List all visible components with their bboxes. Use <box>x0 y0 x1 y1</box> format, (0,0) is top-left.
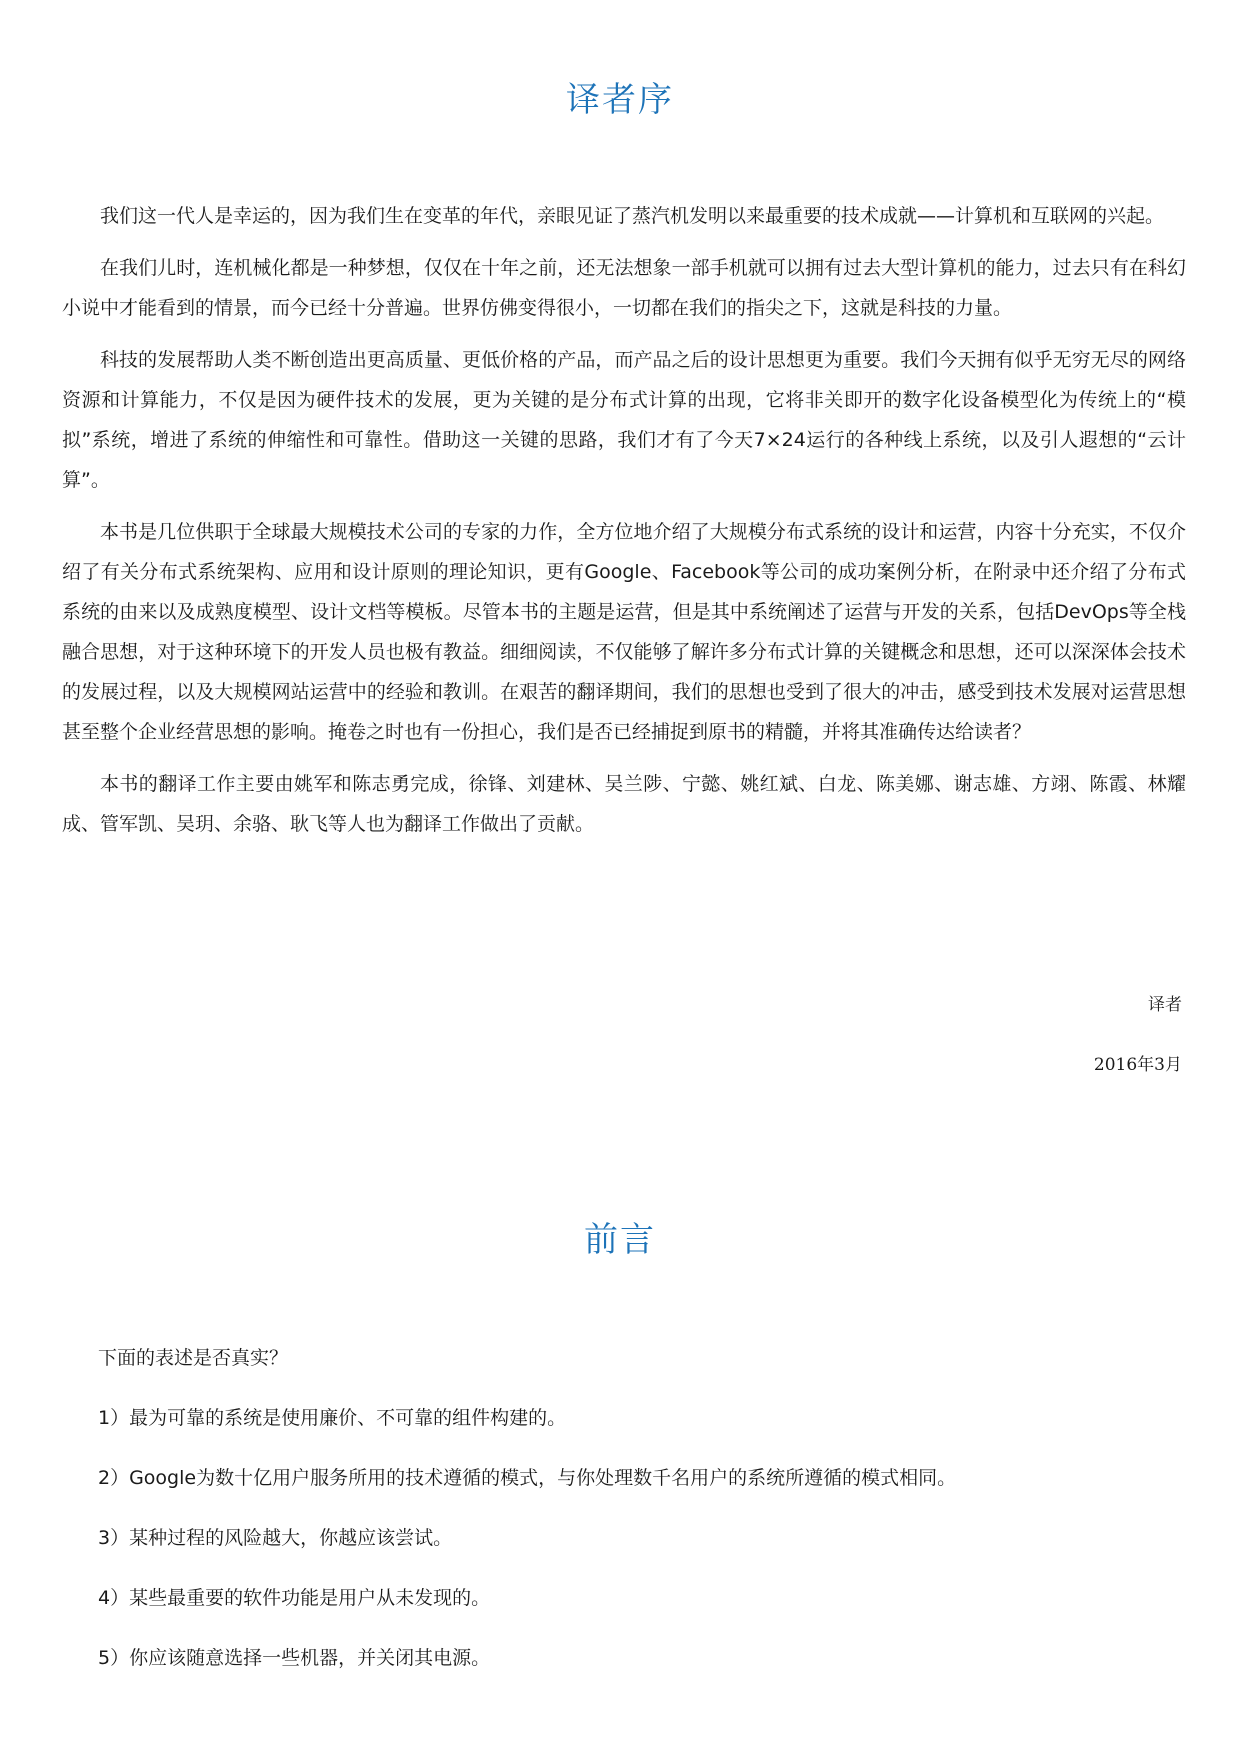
foreword-title: 前言 <box>584 1220 656 1260</box>
preface-paragraph-2: 在我们儿时，连机械化都是一种梦想，仅仅在十年之前，还无法想象一部手机就可以拥有过去大型计算机的能力，过去只有在科幻小说中才能看到的情景，而今已经十分普遍。世界仿佛变得很小，一切都在我们的指尖之下，这就是科技的力量。 <box>62 257 1186 319</box>
preface-paragraph-3: 科技的发展帮助人类不断创造出更高质量、更低价格的产品，而产品之后的设计思想更为重要。我们今天拥有似乎无穷无尽的网络资源和计算能力，不仅是因为硬件技术的发展，更为关键的是分布式计算的出现，它将非关即开的数字化设备模型化为传统上的“模拟”系统，增进了系统的伸缩性和可靠性。借助这一关键的思路，我们才有了今天7×24运行的各种线上系统，以及引人遐想的“云计算”。 <box>62 349 1186 491</box>
preface-date: 2016年3月 <box>1093 1055 1182 1075</box>
foreword-statement-5: 5）你应该随意选择一些机器，并关闭其电源。 <box>98 1647 491 1669</box>
preface-body <box>62 196 1186 856</box>
foreword-statement-1: 1）最为可靠的系统是使用廉价、不可靠的组件构建的。 <box>98 1407 567 1429</box>
foreword-body <box>98 1338 1178 1698</box>
preface-paragraph-1: 我们这一代人是幸运的，因为我们生在变革的年代，亲眼见证了蒸汽机发明以来最重要的技术成就——计算机和互联网的兴起。 <box>100 205 1165 227</box>
foreword-statement-3: 3）某种过程的风险越大，你越应该尝试。 <box>98 1527 453 1549</box>
foreword-statement-4: 4）某些最重要的软件功能是用户从未发现的。 <box>98 1587 491 1609</box>
foreword-question: 下面的表述是否真实？ <box>98 1347 289 1369</box>
preface-signature: 译者 <box>1148 995 1182 1015</box>
preface-paragraph-4: 本书是几位供职于全球最大规模技术公司的专家的力作，全方位地介绍了大规模分布式系统的设计和运营，内容十分充实，不仅介绍了有关分布式系统架构、应用和设计原则的理论知识，更有Google、Facebook等公司的成功案例分析，在附录中还介绍了分布式系统的由来以及成熟度模型、设计文档等模板。尽管本书的主题是运营，但是其中系统阐述了运营与开发的关系，包括DevOps等全栈融合思想，对于这种环境下的开发人员也极有教益。细细阅读，不仅能够了解许多分布式计算的关键概念和思想，还可以深深体会技术的发展过程，以及大规模网站运营中的经验和教训。在艰苦的翻译期间，我们的思想也受到了很大的冲击，感受到技术发展对运营思想甚至整个企业经营思想的影响。掩卷之时也有一份担心，我们是否已经捕捉到原书的精髓，并将其准确传达给读者？ <box>62 521 1186 743</box>
preface-paragraph-5: 本书的翻译工作主要由姚军和陈志勇完成，徐锋、刘建林、吴兰陟、宁懿、姚红斌、白龙、陈美娜、谢志雄、方翊、陈霞、林耀成、管军凯、吴玥、余骆、耿飞等人也为翻译工作做出了贡献。 <box>62 773 1186 835</box>
preface-title: 译者序 <box>566 80 674 120</box>
foreword-statement-2: 2）Google为数十亿用户服务所用的技术遵循的模式，与你处理数千名用户的系统所遵循的模式相同。 <box>98 1467 957 1489</box>
